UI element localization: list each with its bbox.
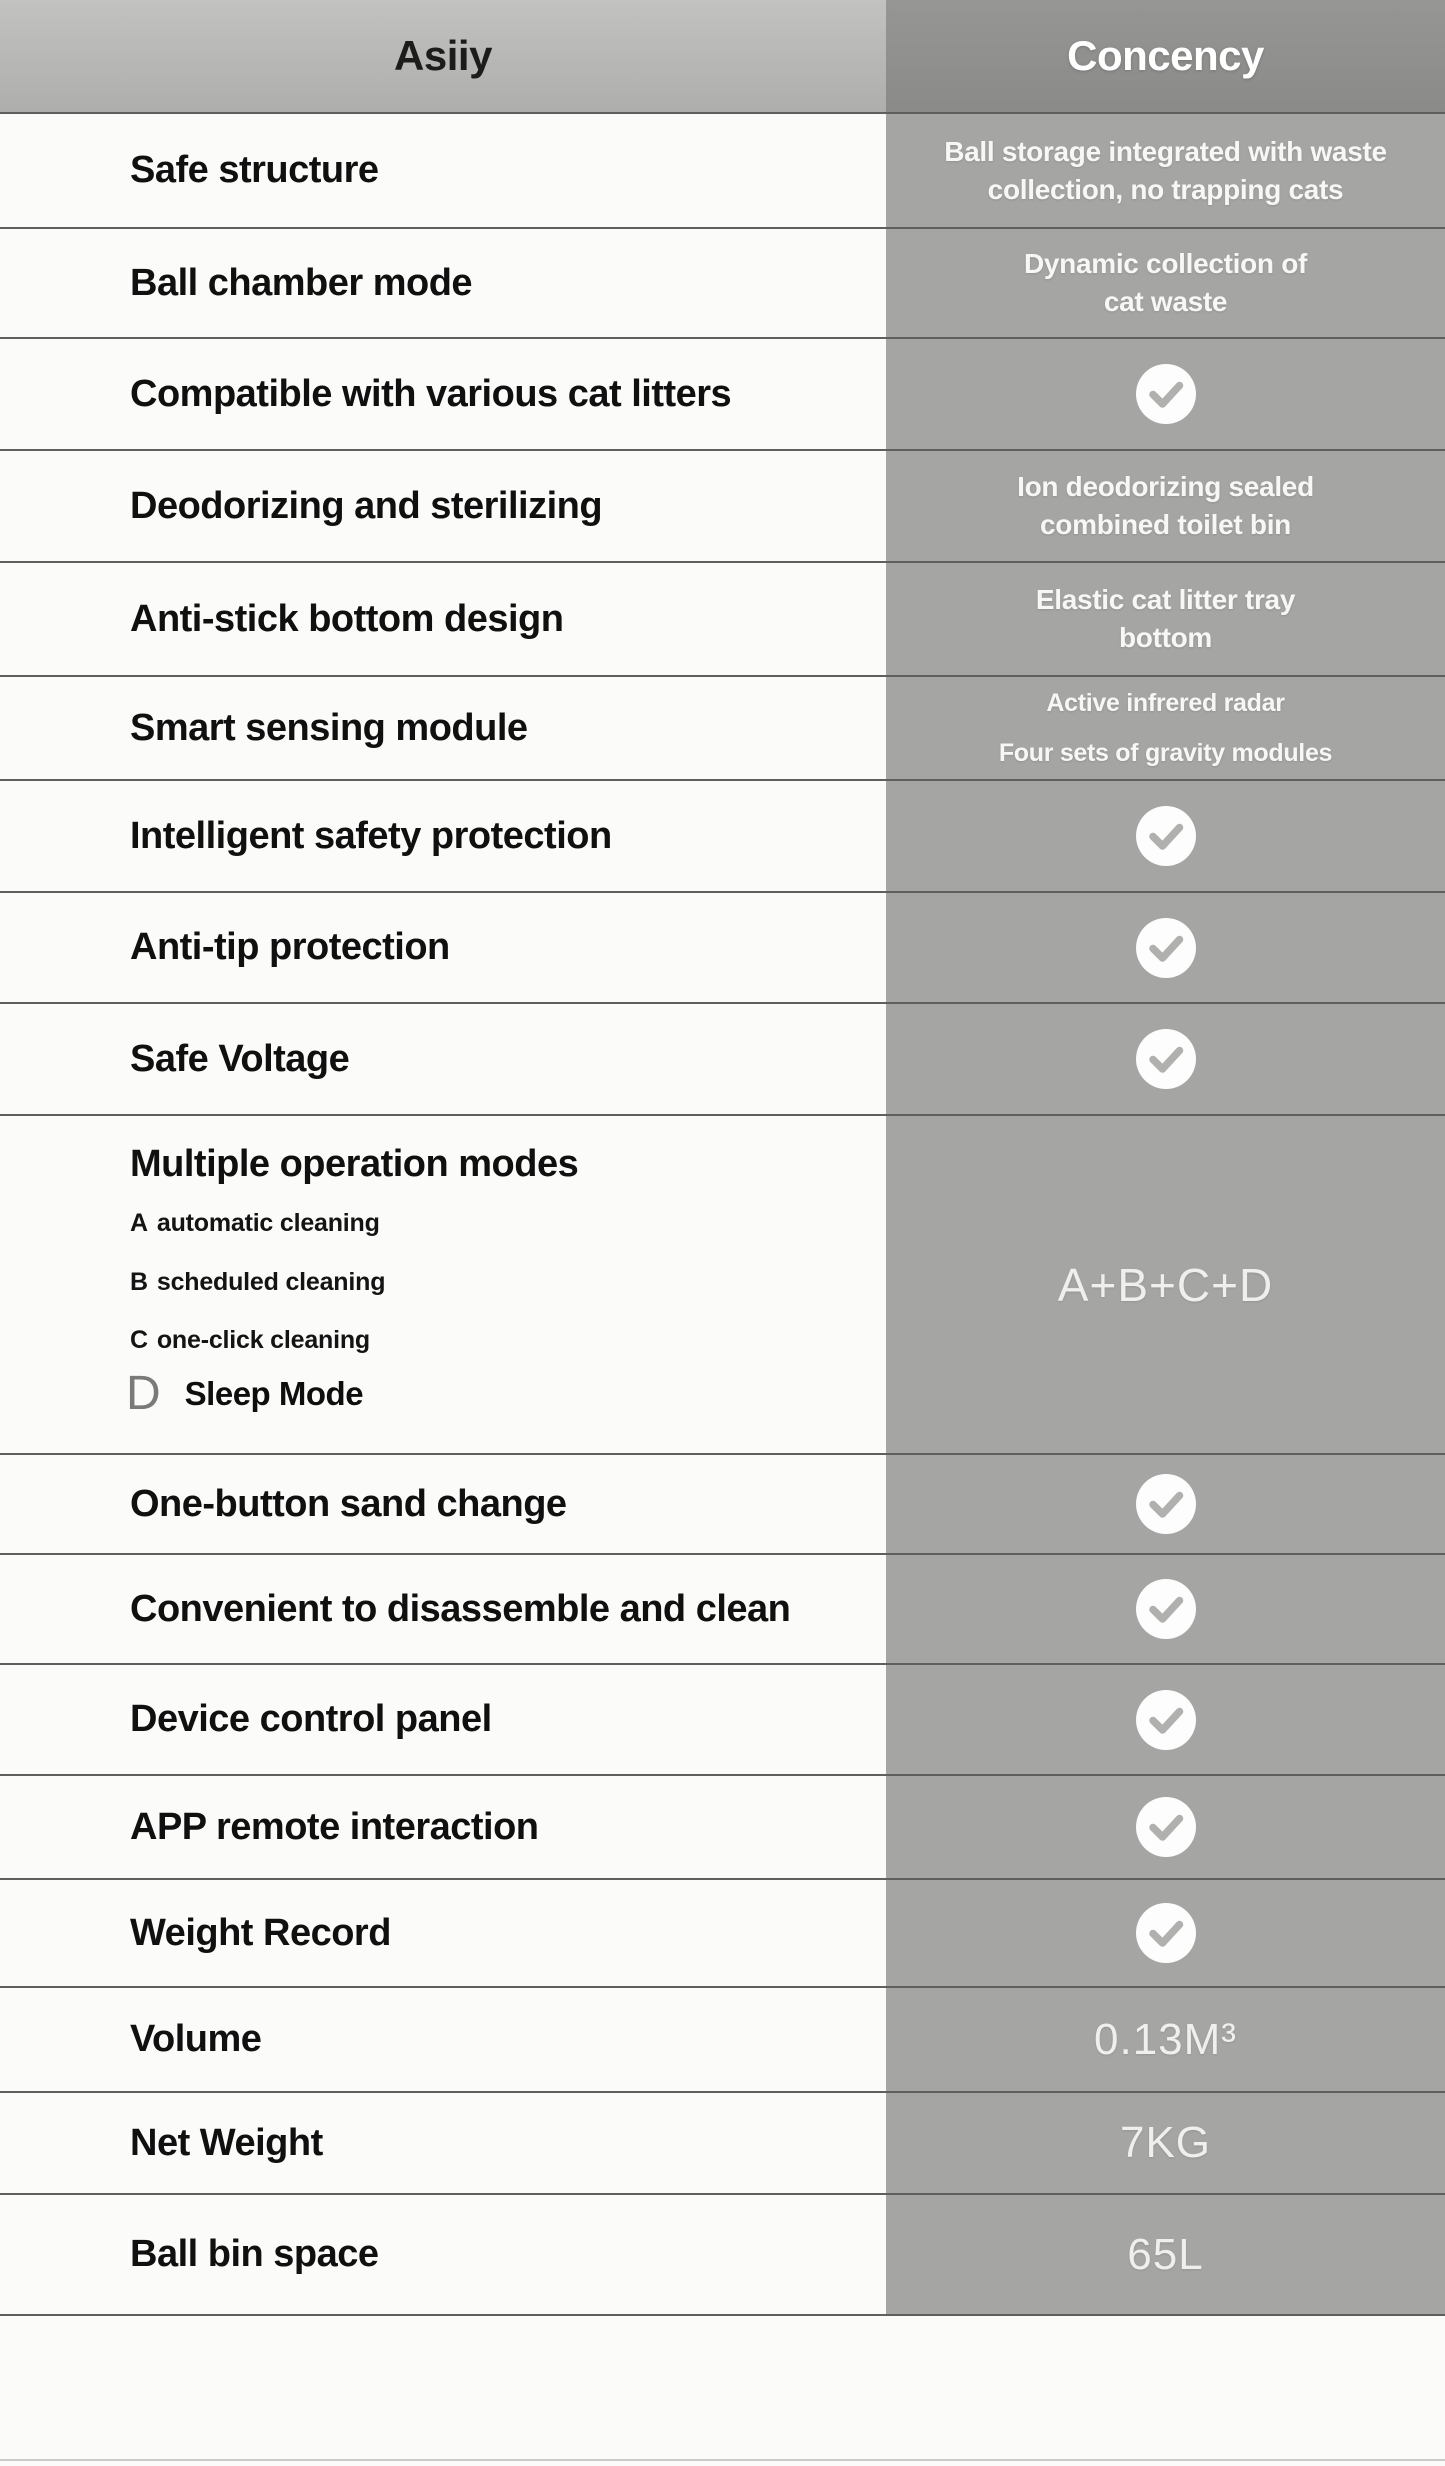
feature-cell — [0, 1665, 886, 1774]
mode-text: one-click cleaning — [156, 1326, 370, 1354]
value-text-line: collection, no trapping cats — [987, 173, 1344, 205]
feature-cell — [0, 1455, 886, 1553]
table-footer — [0, 2314, 1445, 2466]
feature-cell — [0, 563, 886, 675]
feature-cell — [0, 2195, 886, 2314]
mode-text: scheduled cleaning — [156, 1268, 386, 1296]
table-header — [0, 0, 1445, 112]
feature-label: Intelligent safety protection — [130, 814, 612, 857]
spec-value: 65L — [1127, 2229, 1204, 2279]
check-icon — [1136, 364, 1196, 424]
feature-label: Anti-tip protection — [130, 926, 450, 968]
value-text-line: Four sets of gravity modules — [998, 739, 1333, 767]
value-cell — [886, 563, 1445, 675]
feature-cell — [0, 1880, 886, 1986]
table-row — [0, 1878, 1445, 1986]
header-cell-concency — [886, 0, 1445, 112]
value-cell — [886, 1555, 1445, 1663]
mode-item — [130, 1327, 886, 1353]
feature-label: Multiple operation modes — [130, 1143, 579, 1185]
feature-cell — [0, 1555, 886, 1663]
feature-cell — [0, 2093, 886, 2193]
value-cell — [886, 781, 1445, 891]
feature-label: Safe Voltage — [130, 1037, 350, 1080]
value-cell — [886, 1988, 1445, 2091]
table-row — [0, 779, 1445, 891]
feature-cell — [0, 677, 886, 779]
table-row — [0, 1114, 1445, 1453]
value-cell — [886, 1880, 1445, 1986]
table-row — [0, 1002, 1445, 1114]
mode-letter: D — [126, 1367, 161, 1420]
check-icon — [1136, 1579, 1196, 1639]
value-text-line: cat waste — [1103, 286, 1228, 317]
spec-value: A+B+C+D — [1057, 1258, 1274, 1311]
value-cell — [886, 893, 1445, 1002]
value-cell — [886, 1116, 1445, 1453]
feature-label: Deodorizing and sterilizing — [130, 484, 603, 527]
table-row — [0, 675, 1445, 779]
feature-label: Volume — [130, 2018, 262, 2060]
feature-label: Anti-stick bottom design — [130, 597, 564, 640]
table-row — [0, 337, 1445, 449]
check-icon — [1136, 1690, 1196, 1750]
table-row — [0, 1553, 1445, 1663]
header-cell-asiiy — [0, 0, 886, 112]
value-text-line: Dynamic collection of — [1023, 248, 1308, 279]
feature-label: APP remote interaction — [130, 1805, 539, 1848]
feature-label: Net Weight — [130, 2121, 323, 2164]
mode-item — [130, 1210, 886, 1236]
table-row — [0, 2193, 1445, 2314]
check-icon — [1136, 918, 1196, 978]
value-cell — [886, 451, 1445, 561]
mode-text: Sleep Mode — [184, 1375, 364, 1412]
spec-value: 0.13M³ — [1094, 2014, 1237, 2064]
feature-cell — [0, 893, 886, 1002]
value-cell — [886, 229, 1445, 337]
footer-divider — [0, 2459, 1445, 2461]
feature-cell — [0, 781, 886, 891]
table-row — [0, 112, 1445, 227]
feature-cell — [0, 1004, 886, 1114]
check-icon — [1136, 1474, 1196, 1534]
value-cell — [886, 1455, 1445, 1553]
mode-item-sleep — [126, 1369, 886, 1419]
mode-text: automatic cleaning — [156, 1209, 380, 1237]
check-icon — [1136, 1029, 1196, 1089]
feature-cell — [0, 1116, 886, 1453]
value-cell — [886, 339, 1445, 449]
value-cell — [886, 1665, 1445, 1774]
table-rows — [0, 112, 1445, 2314]
value-text-line: Elastic cat litter tray — [1035, 584, 1296, 615]
value-text-line: Ball storage integrated with waste — [944, 135, 1387, 167]
value-cell — [886, 2093, 1445, 2193]
table-row — [0, 1774, 1445, 1878]
value-cell — [886, 1776, 1445, 1878]
feature-label: Convenient to disassemble and clean — [130, 1587, 791, 1630]
feature-cell — [0, 1988, 886, 2091]
mode-letter: B — [130, 1268, 148, 1296]
table-row — [0, 227, 1445, 337]
value-cell — [886, 1004, 1445, 1114]
table-row — [0, 1663, 1445, 1774]
table-row — [0, 1453, 1445, 1553]
feature-cell — [0, 451, 886, 561]
feature-label: Safe structure — [130, 149, 379, 191]
check-icon — [1136, 1903, 1196, 1963]
table-row — [0, 891, 1445, 1002]
table-row — [0, 449, 1445, 561]
feature-cell — [0, 229, 886, 337]
feature-cell — [0, 114, 886, 227]
feature-label: Weight Record — [130, 1911, 391, 1954]
feature-label: Ball chamber mode — [130, 261, 473, 304]
feature-label: Ball bin space — [130, 2233, 379, 2275]
mode-letter: A — [130, 1209, 148, 1237]
spec-value: 7KG — [1119, 2118, 1212, 2167]
table-row — [0, 561, 1445, 675]
table-row — [0, 1986, 1445, 2091]
feature-label: Compatible with various cat litters — [130, 372, 732, 415]
value-cell — [886, 114, 1445, 227]
mode-letter: C — [130, 1326, 148, 1354]
feature-cell — [0, 1776, 886, 1878]
feature-label: One-button sand change — [130, 1482, 567, 1525]
check-icon — [1136, 1797, 1196, 1857]
mode-item — [130, 1269, 886, 1295]
check-icon — [1136, 806, 1196, 866]
brand-title-left: Asiiy — [394, 32, 492, 79]
value-text-line: bottom — [1118, 622, 1213, 653]
value-text-line: combined toilet bin — [1040, 509, 1291, 540]
feature-label: Device control panel — [130, 1698, 492, 1740]
value-cell — [886, 677, 1445, 779]
table-row — [0, 2091, 1445, 2193]
value-text-line: Ion deodorizing sealed — [1017, 471, 1314, 502]
feature-label: Smart sensing module — [130, 706, 528, 749]
value-cell — [886, 2195, 1445, 2314]
brand-title-right: Concency — [1067, 32, 1264, 79]
feature-cell — [0, 339, 886, 449]
value-text-line: Active infrered radar — [1046, 689, 1285, 717]
